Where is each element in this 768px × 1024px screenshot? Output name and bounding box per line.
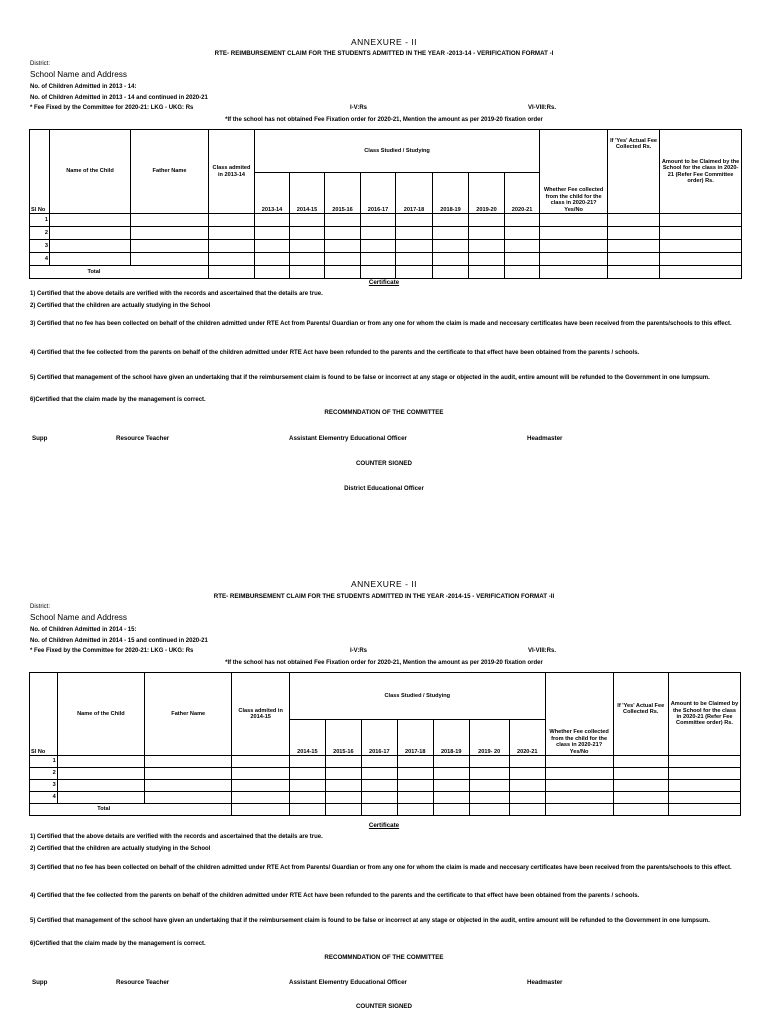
if-yes-fee-header: If 'Yes' Actual Fee Collected Rs. bbox=[608, 130, 660, 214]
year-header: 2014-15 bbox=[290, 173, 325, 214]
signatory-supp: Supp bbox=[32, 435, 48, 442]
year-header: 2019-20 bbox=[469, 173, 505, 214]
row-number: 1 bbox=[30, 756, 58, 768]
year-header: 2020-21 bbox=[505, 173, 540, 214]
fee-fixed-label: * Fee Fixed by the Committee for 2020-21: LKG - UKG: Rs bbox=[30, 105, 194, 111]
claim-table bbox=[29, 129, 742, 279]
fixation-note: *If the school has not obtained Fee Fixation order for 2020-21, Mention the amount as per 2019-20 fixation order bbox=[225, 117, 543, 123]
form-title: RTE- REIMBURSEMENT CLAIM FOR THE STUDENTS ADMITTED IN THE YEAR -2014-15 - VERIFICATION FORMAT -II bbox=[213, 593, 555, 600]
father-name-header: Father Name bbox=[145, 673, 232, 756]
total-row bbox=[30, 804, 741, 816]
year-header: 2013-14 bbox=[255, 173, 290, 214]
class-studied-header: Class Studied / Studying bbox=[289, 673, 545, 720]
certificate-item: 1) Certified that the above details are verified with the records and ascertained that the details are true. bbox=[30, 291, 323, 297]
signatory-resource-teacher: Resource Teacher bbox=[116, 979, 170, 986]
fee-vi-viii-label: VI-VIII:Rs. bbox=[528, 648, 557, 654]
row-number: 4 bbox=[30, 253, 50, 266]
fee-fixed-label: * Fee Fixed by the Committee for 2020-21: LKG - UKG: Rs bbox=[30, 648, 194, 654]
form-title: RTE- REIMBURSEMENT CLAIM FOR THE STUDENTS ADMITTED IN THE YEAR -2013-14 - VERIFICATION FORMAT -I bbox=[214, 50, 554, 57]
year-header: 2015-16 bbox=[325, 173, 361, 214]
certificate-heading: Certificate bbox=[368, 822, 400, 829]
year-header: 2017-18 bbox=[397, 720, 433, 756]
signatory-resource-teacher: Resource Teacher bbox=[116, 435, 170, 442]
annexure-heading: ANNEXURE - II bbox=[350, 579, 417, 589]
certificate-item: 1) Certified that the above details are verified with the records and ascertained that the details are true. bbox=[30, 834, 323, 840]
certificate-item: 2) Certified that the children are actually studying in the School bbox=[30, 303, 211, 309]
admitted-count-label: No. of Children Admitted in 2014 - 15: bbox=[30, 627, 137, 633]
signatory-headmaster: Headmaster bbox=[527, 435, 563, 442]
year-header: 2016-17 bbox=[361, 720, 397, 756]
counter-signed-label: COUNTER SIGNED bbox=[355, 460, 413, 467]
certificate-item: 3) Certified that no fee has been collected on behalf of the children admitted under RTE Act from Parents/ Guardian or from any one for whom the claim is made and neccesary certificates have been received from the parents/schools to this effect. bbox=[30, 321, 732, 327]
table-row bbox=[30, 253, 742, 266]
counter-signed-label: COUNTER SIGNED bbox=[355, 1003, 413, 1010]
district-label: District: bbox=[30, 61, 50, 67]
total-label: Total bbox=[57, 804, 232, 816]
year-header: 2019- 20 bbox=[469, 720, 509, 756]
year-header: 2018-19 bbox=[433, 720, 469, 756]
amount-claimed-header: Amount to be Claimed by the School for the class in 2020-21 (Refer Fee Committee order) Rs. bbox=[668, 673, 740, 756]
child-name-header: Name of the Child bbox=[50, 130, 131, 214]
certificate-heading: Certificate bbox=[368, 279, 400, 286]
class-admitted-header: Class admited in 2013-14 bbox=[209, 130, 255, 214]
father-name-header: Father Name bbox=[131, 130, 209, 214]
row-number: 2 bbox=[30, 768, 58, 780]
certificate-item: 5) Certified that management of the school have given an undertaking that if the reimbursement claim is found to be false or incorrect at any stage or objected in the audit, entire amount will be refunded to the Government in one lumpsum. bbox=[30, 918, 710, 924]
table-row bbox=[30, 227, 742, 240]
continued-count-label: No. of Children Admitted in 2014 - 15 and continued in 2020-21 bbox=[30, 638, 208, 644]
certificate-item: 6)Certified that the claim made by the management is correct. bbox=[30, 941, 206, 947]
fixation-note: *If the school has not obtained Fee Fixation order for 2020-21, Mention the amount as per 2019-20 fixation order bbox=[225, 660, 543, 666]
sl-no-header: Sl No bbox=[30, 673, 58, 756]
certificate-item: 6)Certified that the claim made by the management is correct. bbox=[30, 397, 206, 403]
year-header: 2014-15 bbox=[289, 720, 325, 756]
admitted-count-label: No. of Children Admitted in 2013 - 14: bbox=[30, 84, 137, 90]
table-row bbox=[30, 756, 741, 768]
if-yes-fee-header: If 'Yes' Actual Fee Collected Rs. bbox=[613, 673, 668, 756]
year-header: 2020-21 bbox=[509, 720, 545, 756]
fee-i-v-label: I-V:Rs bbox=[350, 648, 368, 654]
school-name-label: School Name and Address bbox=[30, 613, 127, 622]
child-name-header: Name of the Child bbox=[57, 673, 144, 756]
signatory-headmaster: Headmaster bbox=[527, 979, 563, 986]
certificate-item: 4) Certified that the fee collected from the parents on behalf of the children admitted under RTE Act have been refunded to the parents and the certificate to that effect have been obtained from the parents / schools. bbox=[30, 350, 640, 356]
deo-label: District Educational Officer bbox=[344, 485, 424, 492]
whether-fee-header: Whether Fee collected from the child for the class in 2020-21? Yes/No bbox=[545, 673, 613, 756]
signatory-aeeo: Assistant Elementry Educational Officer bbox=[289, 979, 407, 986]
claim-table bbox=[29, 672, 741, 816]
district-label: District: bbox=[30, 604, 50, 610]
certificate-item: 2) Certified that the children are actually studying in the School bbox=[30, 846, 211, 852]
signatory-supp: Supp bbox=[32, 979, 48, 986]
continued-count-label: No. of Children Admitted in 2013 - 14 and continued in 2020-21 bbox=[30, 95, 208, 101]
table-row bbox=[30, 780, 741, 792]
amount-claimed-header: Amount to be Claimed by the School for the class in 2020-21 (Refer Fee Committee order) Rs. bbox=[660, 130, 742, 214]
certificate-item: 4) Certified that the fee collected from the parents on behalf of the children admitted under RTE Act have been refunded to the parents and the certificate to that effect have been obtained from the parents / schools. bbox=[30, 893, 640, 899]
certificate-item: 3) Certified that no fee has been collected on behalf of the children admitted under RTE Act from Parents/ Guardian or from any one for whom the claim is made and neccesary certificates have been received from the parents/schools to this effect. bbox=[30, 865, 732, 871]
row-number: 2 bbox=[30, 227, 50, 240]
row-number: 3 bbox=[30, 780, 58, 792]
year-header: 2018-19 bbox=[433, 173, 469, 214]
fee-vi-viii-label: VI-VIII:Rs. bbox=[528, 105, 557, 111]
table-row bbox=[30, 214, 742, 227]
recommendation-heading: RECOMMNDATION OF THE COMMITTEE bbox=[324, 954, 444, 961]
total-row bbox=[30, 266, 742, 279]
fee-i-v-label: I-V:Rs bbox=[350, 105, 368, 111]
sl-no-header: Sl No bbox=[30, 130, 50, 214]
class-studied-header: Class Studied / Studying bbox=[255, 130, 540, 173]
school-name-label: School Name and Address bbox=[30, 70, 127, 79]
table-row bbox=[30, 240, 742, 253]
recommendation-heading: RECOMMNDATION OF THE COMMITTEE bbox=[324, 409, 444, 416]
whether-fee-header: Whether Fee collected from the child for the class in 2020-21? Yes/No bbox=[540, 130, 608, 214]
class-admitted-header: Class admited in 2014-15 bbox=[232, 673, 290, 756]
row-number: 3 bbox=[30, 240, 50, 253]
signatory-aeeo: Assistant Elementry Educational Officer bbox=[289, 435, 407, 442]
year-header: 2016-17 bbox=[361, 173, 396, 214]
row-number: 1 bbox=[30, 214, 50, 227]
row-number: 4 bbox=[30, 792, 58, 804]
total-label: Total bbox=[50, 266, 209, 279]
table-row bbox=[30, 792, 741, 804]
certificate-item: 5) Certified that management of the school have given an undertaking that if the reimbursement claim is found to be false or incorrect at any stage or objected in the audit, entire amount will be refunded to the Government in one lumpsum. bbox=[30, 375, 710, 381]
year-header: 2015-16 bbox=[325, 720, 361, 756]
year-header: 2017-18 bbox=[396, 173, 433, 214]
table-row bbox=[30, 768, 741, 780]
annexure-heading: ANNEXURE - II bbox=[350, 37, 417, 47]
